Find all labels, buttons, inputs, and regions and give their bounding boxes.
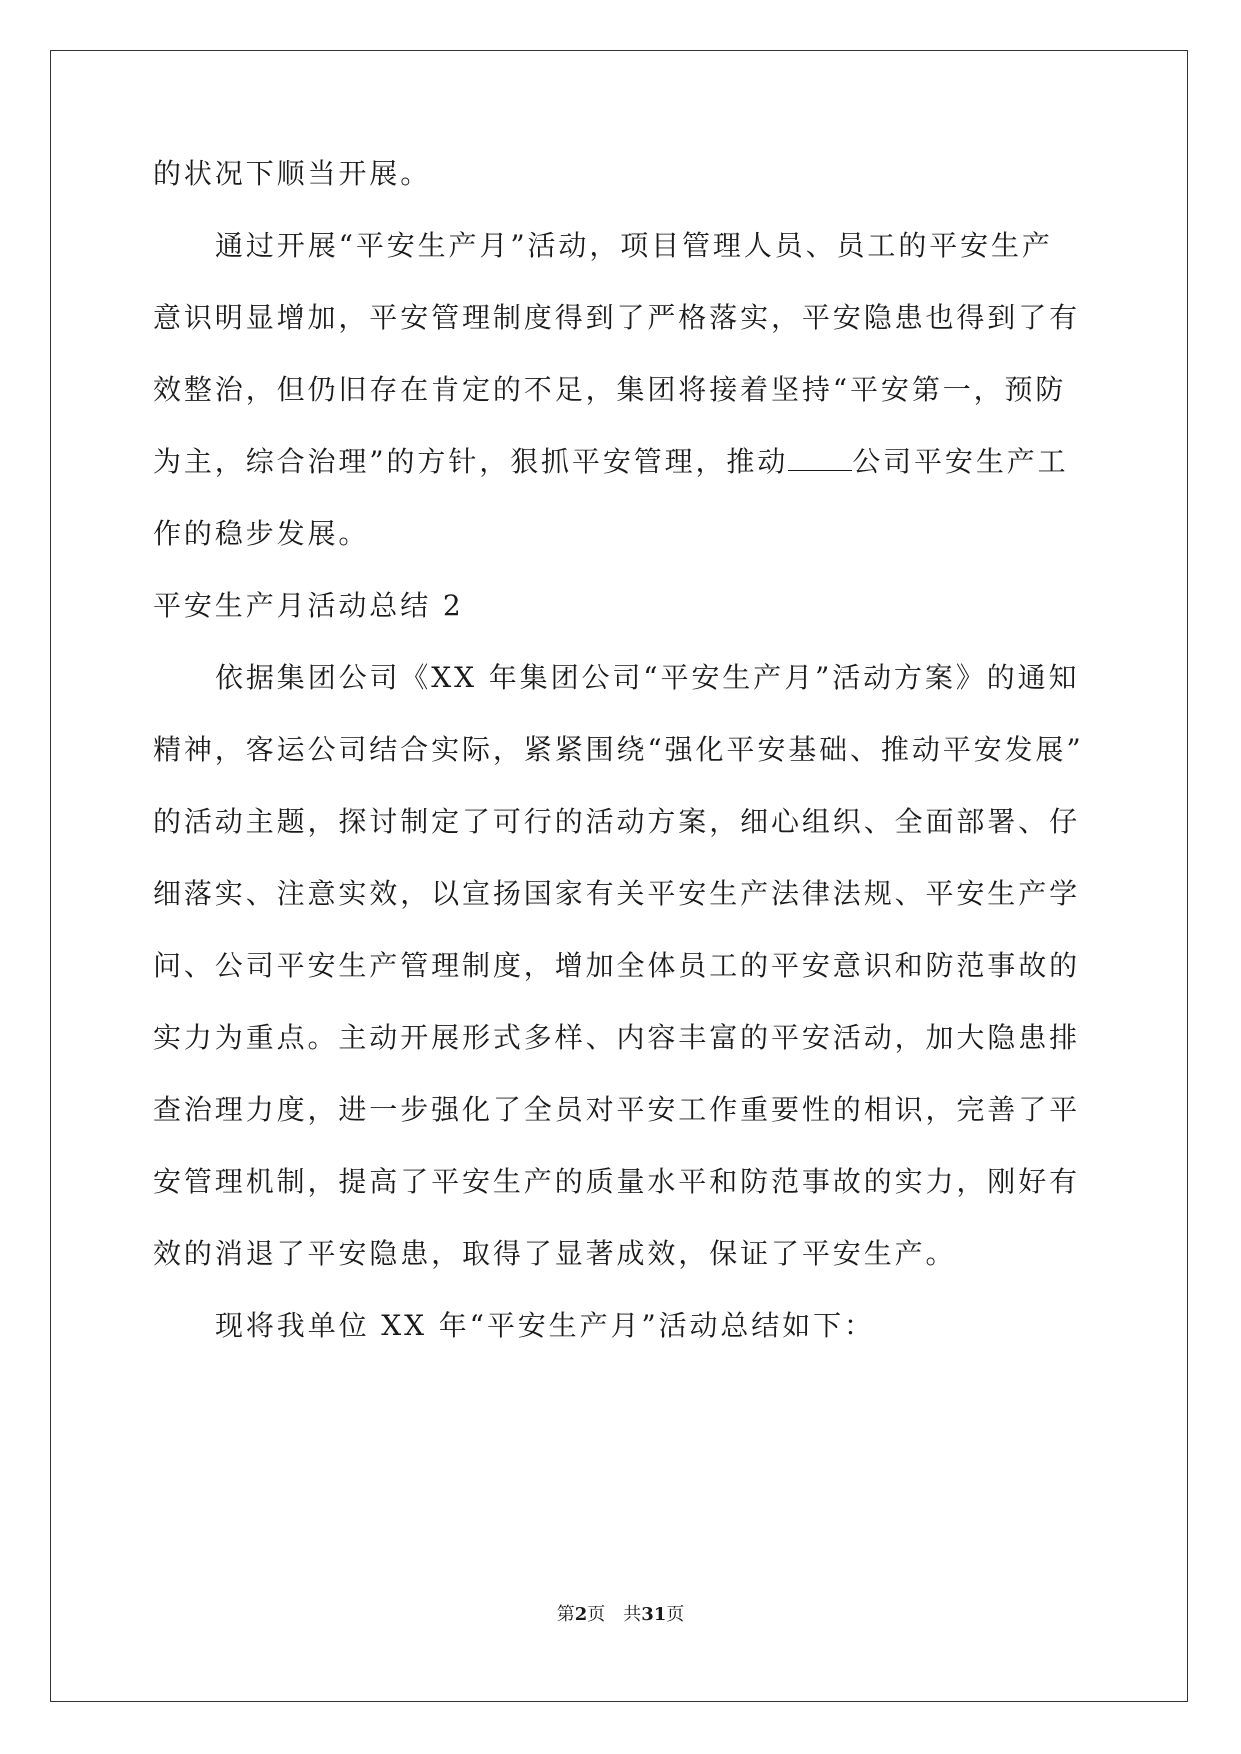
- paragraph-line: 精神，客运公司结合实际，紧紧围绕“强化平安基础、推动平安发展”: [153, 733, 1084, 766]
- paragraph-line: 查治理力度，进一步强化了全员对平安工作重要性的相识，完善了平: [153, 1093, 1081, 1126]
- paragraph-line: 效整治，但仍旧存在肯定的不足，集团将接着坚持“平安第一，预防: [153, 373, 1067, 406]
- paragraph-line: 通过开展“平安生产月”活动，项目管理人员、员工的平安生产: [215, 229, 1053, 262]
- paragraph-line: 意识明显增加，平安管理制度得到了严格落实，平安隐患也得到了有: [153, 301, 1081, 334]
- paragraph-line: 的活动主题，探讨制定了可行的活动方案，细心组织、全面部署、仔: [153, 805, 1081, 838]
- footer-total-pages: 31: [641, 1604, 667, 1625]
- footer-page-number: 2: [574, 1604, 588, 1625]
- line-text: 为主，综合治理”的方针，狠抓平安管理，推动: [153, 445, 789, 478]
- footer-prefix: 第: [556, 1604, 575, 1625]
- line-text: 公司平安生产工: [852, 445, 1069, 478]
- paragraph-line: 的状况下顺当开展。: [153, 157, 432, 190]
- paragraph-line: 细落实、注意实效，以宣扬国家有关平安生产法律法规、平安生产学: [153, 877, 1081, 910]
- paragraph-line: 现将我单位 XX 年“平安生产月”活动总结如下：: [215, 1309, 875, 1342]
- page-footer: [0, 1604, 1241, 1626]
- footer-suffix: 页: [666, 1604, 685, 1625]
- paragraph-line: 作的稳步发展。: [153, 517, 370, 550]
- section-heading: 平安生产月活动总结 2: [153, 589, 464, 622]
- paragraph-line: 安管理机制，提高了平安生产的质量水平和防范事故的实力，刚好有: [153, 1165, 1081, 1198]
- fill-in-blank: [788, 448, 852, 471]
- paragraph-line: 实力为重点。主动开展形式多样、内容丰富的平安活动，加大隐患排: [153, 1021, 1081, 1054]
- paragraph-line: 依据集团公司《XX 年集团公司“平安生产月”活动方案》的通知: [215, 661, 1080, 694]
- paragraph-line: 效的消退了平安隐患，取得了显著成效，保证了平安生产。: [153, 1237, 957, 1270]
- paragraph-line: 问、公司平安生产管理制度，增加全体员工的平安意识和防范事故的: [153, 949, 1081, 982]
- footer-middle: 页 共: [587, 1604, 642, 1625]
- document-body: [153, 157, 1088, 1342]
- paragraph-line: [153, 445, 1088, 478]
